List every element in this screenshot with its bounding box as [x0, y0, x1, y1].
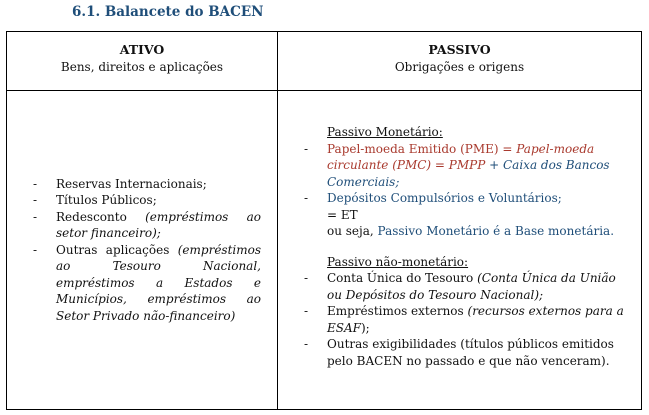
passivo-monetario-list [278, 141, 631, 207]
ativo-subtitle: Bens, direitos e aplicações [60, 60, 224, 74]
bullet-dash: - [304, 304, 309, 318]
section-heading: 6.1. Balancete do BACEN [72, 4, 264, 20]
list-item: - Reservas Internacionais; [33, 176, 207, 191]
list-item: - Outras aplicações (empréstimos ao Tesouro Nacional, empréstimos a Estados e Municípios, empréstimos ao Setor Privado não-financeiro) [33, 242, 261, 323]
passivo-subtitle: Obrigações e origens [394, 60, 525, 74]
bullet-dash: - [304, 191, 309, 205]
ativo-list [7, 176, 267, 325]
bullet-dash: - [33, 242, 38, 257]
list-item: - Outras exigibilidades (títulos públicos emitidos pelo BACEN no passado e que não venceram). [304, 337, 614, 368]
passivo-body [278, 91, 641, 369]
balance-table [6, 31, 642, 410]
list-item: - Empréstimos externos (recursos externos para a ESAF); [304, 304, 624, 335]
equals-et: = ET [327, 207, 358, 222]
ativo-header [7, 32, 277, 90]
passivo-nao-monetario-list [278, 270, 631, 369]
passivo-nao-monetario-title: Passivo não-monetário: [327, 254, 469, 269]
list-item: - Títulos Públicos; [33, 193, 157, 208]
ativo-body [7, 91, 277, 409]
list-item: - Papel-moeda Emitido (PME) = Papel-moeda circulante (PMC) = PMPP + Caixa dos Bancos Comerciais; [304, 141, 610, 189]
list-item: - Redesconto (empréstimos ao setor financeiro); [33, 209, 261, 241]
base-monetaria-line: ou seja, Passivo Monetário é a Base monetária. [327, 224, 615, 238]
bullet-dash: - [304, 141, 309, 156]
bullet-dash: - [33, 193, 38, 208]
passivo-title: PASSIVO [428, 42, 491, 57]
bullet-dash: - [304, 337, 309, 351]
bullet-dash: - [304, 271, 309, 285]
ativo-title: ATIVO [119, 42, 165, 57]
passivo-monetario-title: Passivo Monetário: [327, 125, 443, 139]
list-item: - Conta Única do Tesouro (Conta Única da União ou Depósitos do Tesouro Nacional); [304, 271, 616, 302]
list-item: - Depósitos Compulsórios e Voluntários; [304, 191, 562, 205]
passivo-header [278, 32, 641, 90]
bullet-dash: - [33, 209, 38, 224]
bullet-dash: - [33, 176, 38, 191]
